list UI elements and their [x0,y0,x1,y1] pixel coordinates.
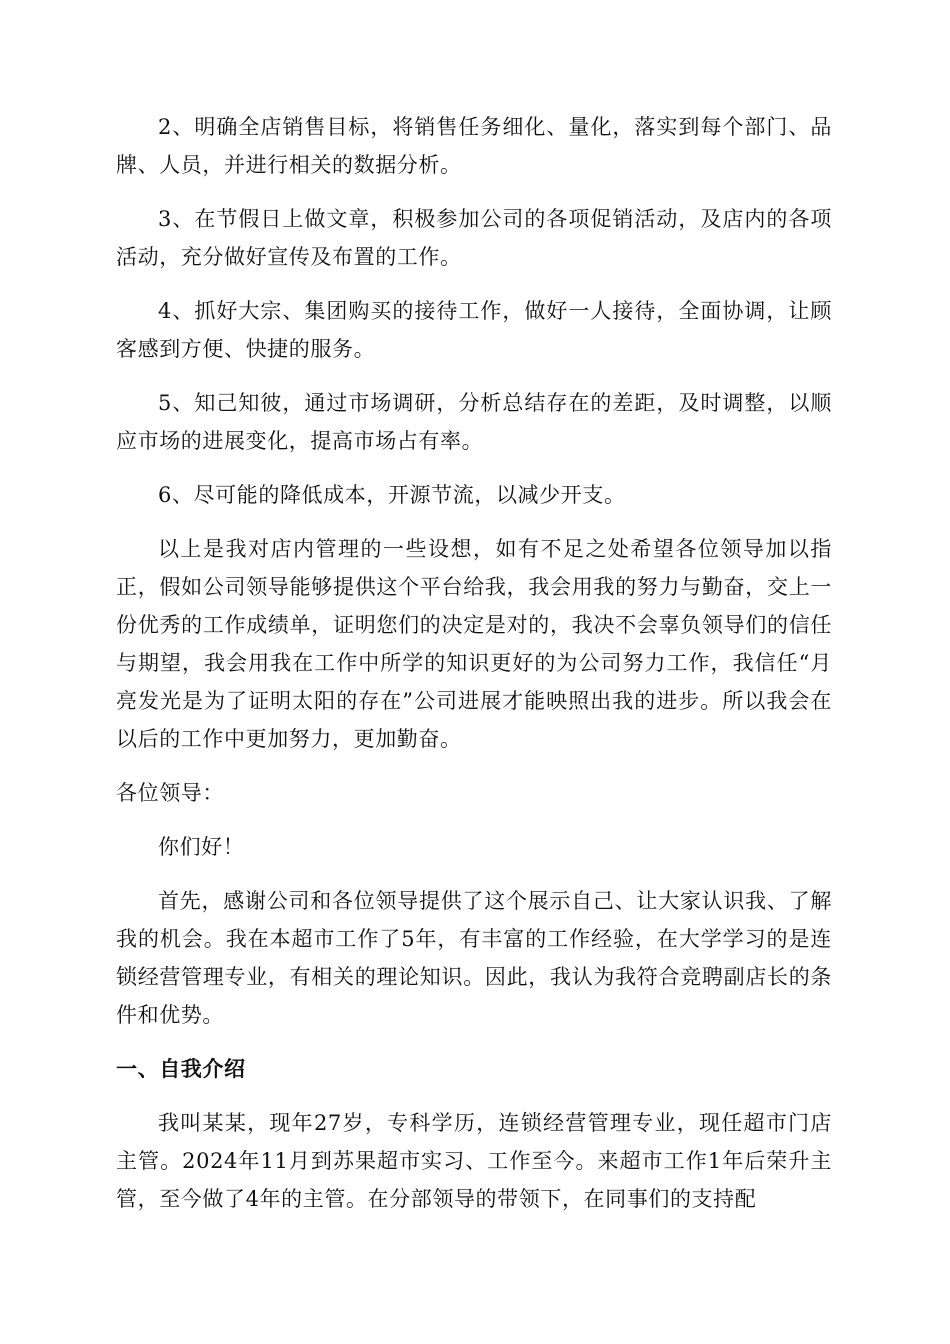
paragraph-item-5: 5、知己知彼，通过市场调研，分析总结存在的差距，及时调整，以顺应市场的进展变化，提高市场占有率。 [116,391,832,453]
salutation: 各位领导： [116,781,224,805]
intro-paragraph: 首先，感谢公司和各位领导提供了这个展示自己、让大家认识我、了解我的机会。我在本超市工作了5年，有丰富的工作经验，在大学学习的是连锁经营管理专业，有相关的理论知识。因此，我认为我符合竞聘副店长的条件和优势。 [116,889,832,1027]
section-paragraph: 我叫某某，现年27岁，专科学历，连锁经营管理专业，现任超市门店主管。2024年11月到苏果超市实习、工作至今。来超市工作1年后荣升主管，至今做了4年的主管。在分部领导的带领下，在同事们的支持配 [116,1111,832,1211]
paragraph-item-4: 4、抓好大宗、集团购买的接待工作，做好一人接待，全面协调，让顾客感到方便、快捷的服务。 [116,299,832,361]
paragraph-item-6: 6、尽可能的降低成本，开源节流，以减少开支。 [158,483,626,507]
greeting: 你们好！ [158,835,245,859]
paragraph-item-3: 3、在节假日上做文章，积极参加公司的各项促销活动，及店内的各项活动，充分做好宣传及布置的工作。 [116,207,832,269]
paragraph-item-2: 2、明确全店销售目标，将销售任务细化、量化，落实到每个部门、品牌、人员，并进行相关的数据分析。 [116,115,832,177]
section-heading: 一、自我介绍 [116,1056,246,1081]
paragraph-conclusion: 以上是我对店内管理的一些设想，如有不足之处希望各位领导加以指正，假如公司领导能够提供这个平台给我，我会用我的努力与勤奋，交上一份优秀的工作成绩单，证明您们的决定是对的，我决不会辜负领导们的信任与期望，我会用我在工作中所学的知识更好的为公司努力工作，我信任“月亮发光是为了证明太阳的存在”公司进展才能映照出我的进步。所以我会在以后的工作中更加努力，更加勤奋。 [116,537,832,751]
